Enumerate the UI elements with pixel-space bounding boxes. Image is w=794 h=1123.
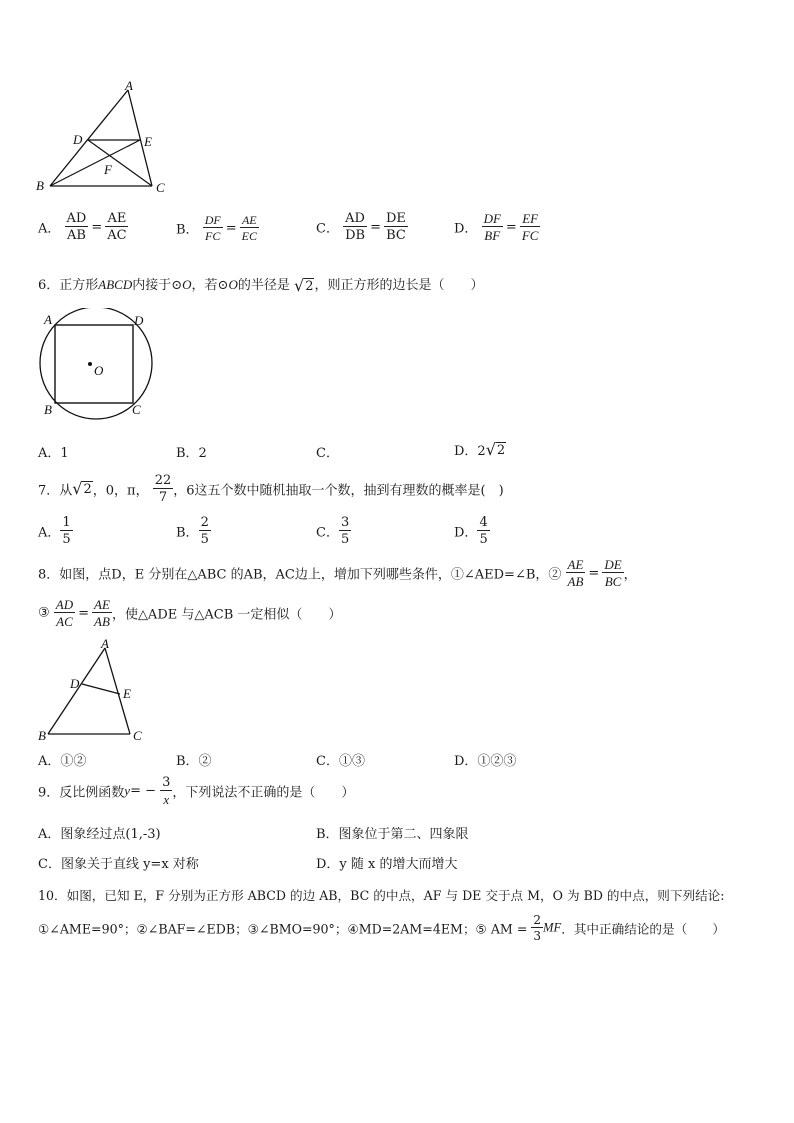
q6-option-d[interactable]: D．2 √ 2	[454, 439, 506, 459]
figure-q8-triangle	[30, 638, 150, 744]
fraction: $\frac{DF}{FC}$	[204, 213, 221, 243]
fig5-label-f: F	[104, 162, 112, 177]
q8-stem-line1: 8．如图，点D，E 分别在△ABC 的AB，AC边上，增加下列哪些条件，①∠AED=∠B，② $\frac{AE}{AB}$ = $\frac{DE}{BC}$ ，	[38, 557, 637, 589]
fraction: $\frac{3}{x}$	[162, 775, 171, 807]
q10-stem-line2: ①∠AME=90°；②∠BAF=∠EDB；③∠BMO=90°；④MD=2AM=4EM；⑤ AM = $\frac{2}{3}$ MF．其中正确结论的是（ ）	[38, 913, 725, 943]
q5-option-c[interactable]: C． $\frac{AD}{DB}$ = $\frac{DE}{BC}$	[316, 211, 406, 243]
q8-option-b[interactable]: B．②	[176, 754, 212, 769]
q7-option-b[interactable]: B． $\frac{2}{5}$	[176, 515, 209, 547]
fraction: $\frac{AD}{AB}$	[66, 211, 87, 243]
q6-option-b[interactable]: B．2	[176, 446, 207, 461]
fig8-label-b: B	[38, 728, 46, 743]
q8-stem-line2: ③ $\frac{AD}{AC}$ = $\frac{AE}{AB}$ ，使△ADE 与△ACB 一定相似（ ）	[38, 597, 342, 629]
fig6-label-c: C	[132, 402, 141, 417]
q10-stem-line1: 10．如图，已知 E，F 分别为正方形 ABCD 的边 AB，BC 的中点，AF 与 DE 交于点 M，O 为 BD 的中点，则下列结论:	[38, 888, 725, 903]
fraction: $\frac{EF}{FC}$	[521, 211, 539, 243]
q9-option-d[interactable]: D．y 随 x 的增大而增大	[316, 857, 458, 872]
fraction: $\frac{DE}{BC}$	[385, 211, 406, 243]
fraction: $\frac{DF}{BF}$	[483, 211, 501, 243]
q7-option-c[interactable]: C． $\frac{3}{5}$	[316, 515, 350, 547]
q6-option-a[interactable]: A．1	[38, 446, 69, 461]
fraction: $\frac{2}{5}$	[200, 515, 209, 547]
fraction: $\frac{DE}{BC}$	[604, 557, 622, 589]
fraction: $\frac{AE}{EC}$	[241, 213, 257, 243]
q8-option-c[interactable]: C．①③	[316, 754, 365, 769]
sqrt-expression: √ 2	[485, 439, 506, 459]
fraction: $\frac{1}{5}$	[62, 515, 71, 547]
fraction: $\frac{3}{5}$	[340, 515, 350, 547]
fraction: $\frac{AE}{AB}$	[94, 597, 110, 629]
fig8-label-e: E	[123, 686, 131, 701]
fig8-label-a: A	[101, 638, 109, 651]
q7-stem: 7．从 √ 2 ，0，π， $\frac{22}{7}$ ，6这五个数中随机抽取一个数，抽到有理数的概率是( )	[38, 473, 504, 505]
fraction: $\frac{AD}{DB}$	[345, 211, 366, 243]
fig8-label-d: D	[70, 676, 80, 691]
figure-q6-inscribed-square	[30, 308, 160, 422]
fig5-label-c: C	[156, 180, 165, 195]
q6-stem: 6．正方形ABCD内接于⊙O，若⊙O的半径是 √ 2 ，则正方形的边长是（ ）	[38, 275, 484, 295]
fraction: $\frac{4}{5}$	[479, 515, 488, 547]
fig5-label-a: A	[125, 80, 133, 93]
fraction: $\frac{AE}{AC}$	[107, 211, 127, 243]
q9-option-b[interactable]: B．图象位于第二、四象限	[316, 827, 469, 842]
fig6-label-o: O	[94, 363, 104, 378]
q5-option-b[interactable]: B． $\frac{DF}{FC}$ = $\frac{AE}{EC}$	[176, 213, 257, 243]
fig5-label-e: E	[144, 134, 152, 149]
sqrt-expression: √ 2	[72, 479, 92, 498]
fig6-label-b: B	[44, 402, 52, 417]
fraction: $\frac{22}{7}$	[154, 473, 172, 505]
fig6-label-a: A	[44, 312, 52, 327]
q5-option-d[interactable]: D． $\frac{DF}{BF}$ = $\frac{EF}{FC}$	[454, 211, 539, 243]
fig8-label-c: C	[133, 728, 142, 743]
q8-option-d[interactable]: D．①②③	[454, 754, 517, 769]
q9-option-a[interactable]: A．图象经过点(1,-3)	[38, 827, 161, 842]
fig5-label-d: D	[73, 132, 83, 147]
fig5-label-b: B	[36, 178, 44, 193]
sqrt-expression: √ 2	[293, 275, 314, 295]
fraction: $\frac{2}{3}$	[533, 913, 542, 943]
fraction: $\frac{AE}{AB}$	[567, 557, 584, 589]
q5-option-a[interactable]: A． $\frac{AD}{AB}$ = $\frac{AE}{AC}$	[38, 211, 127, 243]
q9-stem: 9．反比例函数y= − $\frac{3}{x}$ ，下列说法不正确的是（ ）	[38, 775, 355, 807]
figure-q5-triangle	[30, 80, 170, 198]
q6-option-c[interactable]: C．	[316, 446, 339, 461]
fraction: $\frac{AD}{AC}$	[55, 597, 74, 629]
q7-option-a[interactable]: A． $\frac{1}{5}$	[38, 515, 71, 547]
q8-option-a[interactable]: A．①②	[38, 754, 87, 769]
q9-option-c[interactable]: C．图象关于直线 y=x 对称	[38, 857, 199, 872]
q7-option-d[interactable]: D． $\frac{4}{5}$	[454, 515, 488, 547]
fig6-label-d: D	[134, 313, 144, 328]
